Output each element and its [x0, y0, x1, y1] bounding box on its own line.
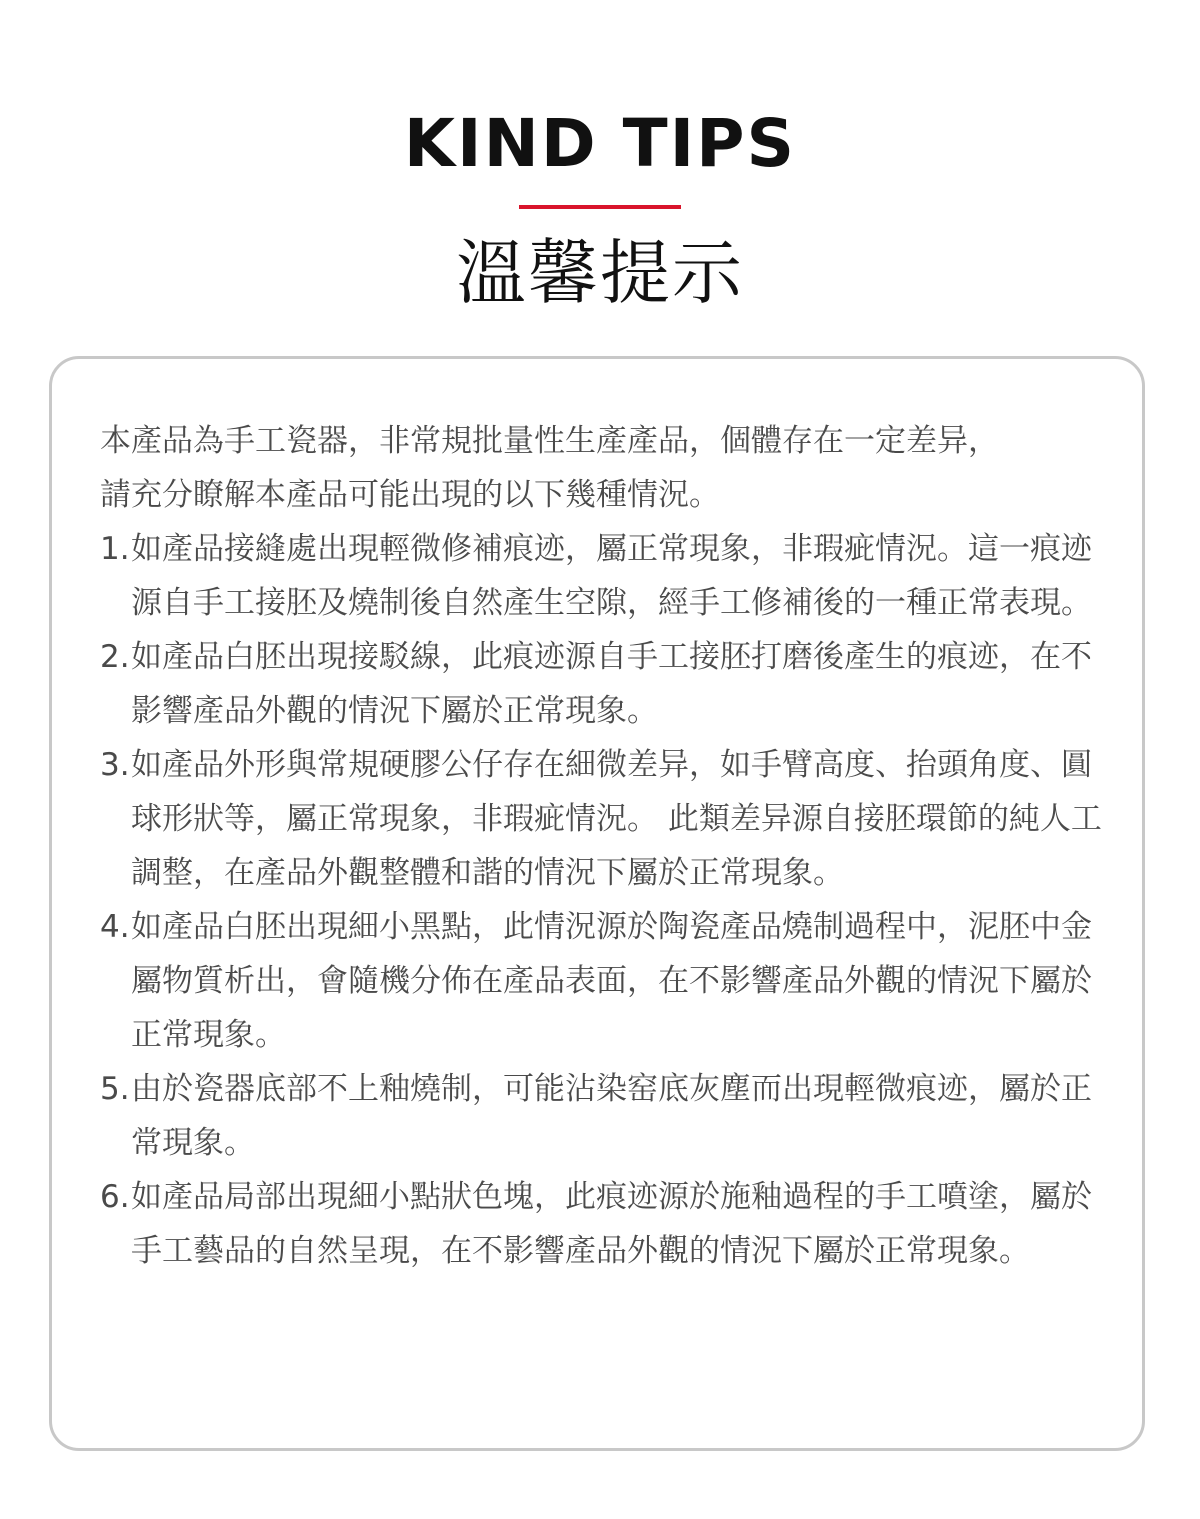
- tip-number: 1.: [100, 531, 130, 567]
- title-english: KIND TIPS: [403, 105, 797, 182]
- tip-number: 4.: [100, 909, 130, 945]
- intro-paragraph: [100, 414, 1110, 522]
- tip-text: 如產品白胚出現細小黑點，此情況源於陶瓷產品燒制過程中，泥胚中金屬物質析出，會隨機分佈在產品表面，在不影響產品外觀的情況下屬於正常現象。: [131, 909, 1092, 1053]
- tip-item: [100, 738, 1110, 900]
- tip-number: 3.: [100, 747, 130, 783]
- tip-number: 5.: [100, 1071, 130, 1107]
- tip-number: 6.: [100, 1179, 130, 1215]
- intro-line: 本產品為手工瓷器，非常規批量性生產產品，個體存在一定差异，: [100, 423, 999, 459]
- tip-text: 如產品白胚出現接駁線，此痕迹源自手工接胚打磨後產生的痕迹，在不影響產品外觀的情況下屬於正常現象。: [131, 639, 1092, 729]
- tip-text: 如產品外形與常規硬膠公仔存在細微差异，如手臂高度、抬頭角度、圓球形狀等，屬正常現象，非瑕疵情況。 此類差异源自接胚環節的純人工調整，在產品外觀整體和諧的情況下屬於正常現象。: [131, 747, 1102, 891]
- intro-line: 請充分瞭解本產品可能出現的以下幾種情況。: [100, 477, 720, 513]
- tip-item: [100, 630, 1110, 738]
- tip-item: [100, 1062, 1110, 1170]
- tips-list: [100, 522, 1110, 1278]
- tip-item: [100, 522, 1110, 630]
- tip-text: 如產品局部出現細小點狀色塊，此痕迹源於施釉過程的手工噴塗，屬於手工藝品的自然呈現，在不影響產品外觀的情況下屬於正常現象。: [131, 1179, 1092, 1269]
- tip-item: [100, 900, 1110, 1062]
- tips-content: [100, 414, 1110, 1278]
- tip-number: 2.: [100, 639, 130, 675]
- tip-text: 由於瓷器底部不上釉燒制，可能沾染窑底灰塵而出現輕微痕迹，屬於正常現象。: [131, 1071, 1092, 1161]
- title-chinese: 溫馨提示: [456, 232, 744, 314]
- tip-text: 如產品接縫處出現輕微修補痕迹，屬正常現象，非瑕疵情況。這一痕迹源自手工接胚及燒制後自然產生空隙，經手工修補後的一種正常表現。: [131, 531, 1092, 621]
- title-divider: [519, 205, 681, 209]
- tip-item: [100, 1170, 1110, 1278]
